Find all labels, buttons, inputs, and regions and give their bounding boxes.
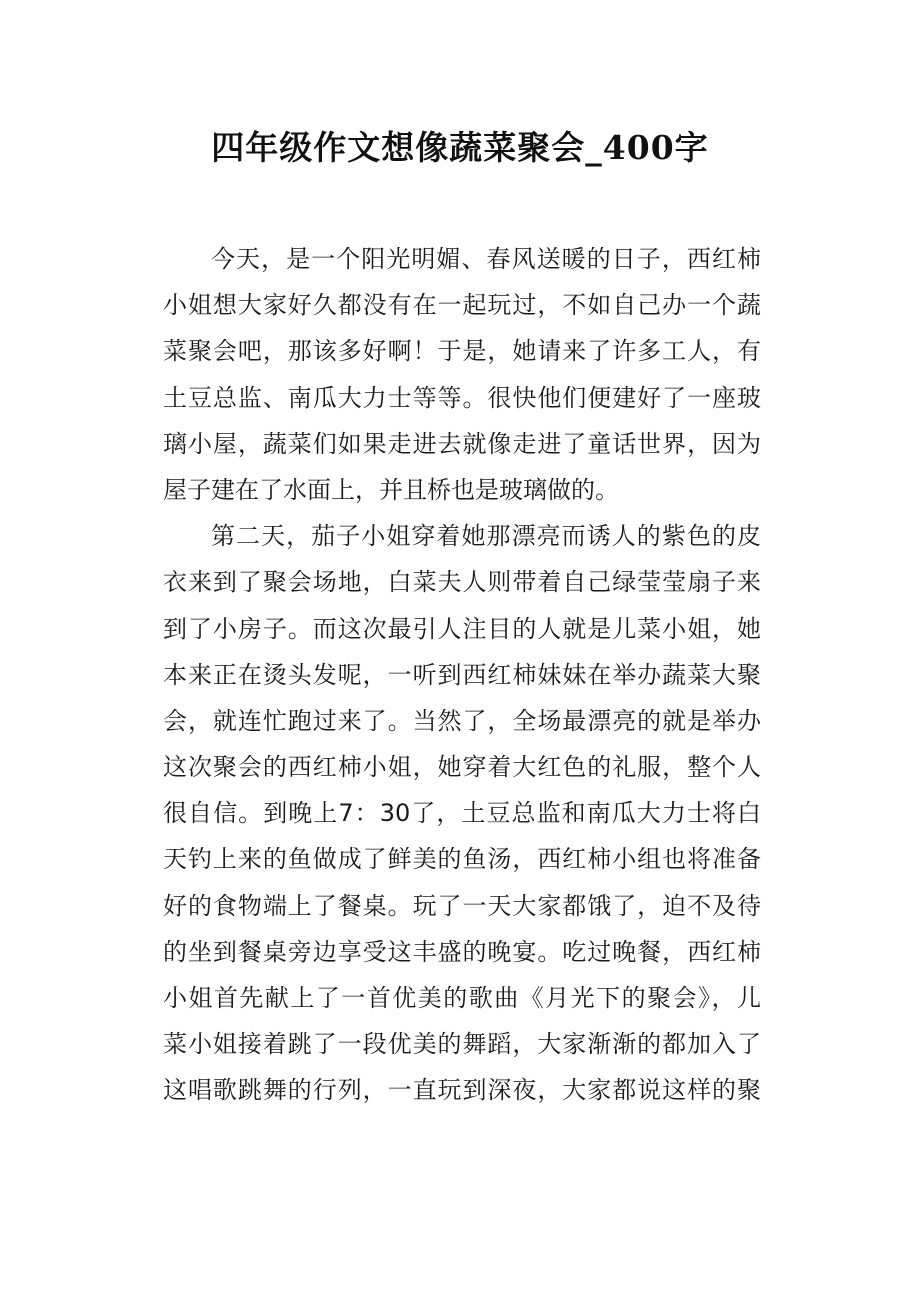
text-line: 的坐到餐桌旁边享受这丰盛的晚宴。吃过晚餐，西红柿 <box>163 937 761 966</box>
text-line: 土豆总监、南瓜大力士等等。很快他们便建好了一座玻 <box>163 383 761 412</box>
text-line: 菜聚会吧，那该多好啊！于是，她请来了许多工人，有 <box>163 337 761 366</box>
text-line: 璃小屋，蔬菜们如果走进去就像走进了童话世界，因为 <box>163 429 761 458</box>
text-line: 到了小房子。而这次最引人注目的人就是儿菜小姐，她 <box>163 614 761 643</box>
text-line: 好的食物端上了餐桌。玩了一天大家都饿了，迫不及待 <box>163 891 761 920</box>
paragraph-2 <box>163 513 761 1113</box>
text-line: 屋子建在了水面上，并且桥也是玻璃做的。 <box>163 475 619 504</box>
page-title: 四年级作文想像蔬菜聚会_400字 <box>211 128 709 167</box>
text-line: 第二天，茄子小姐穿着她那漂亮而诱人的紫色的皮 <box>211 522 761 551</box>
text-line: 天钓上来的鱼做成了鲜美的鱼汤，西红柿小组也将准备 <box>163 845 761 874</box>
text-line: 很自信。到晚上7：30了，土豆总监和南瓜大力士将白 <box>163 799 761 828</box>
text-line: 这唱歌跳舞的行列，一直玩到深夜，大家都说这样的聚 <box>163 1076 761 1105</box>
text-line: 这次聚会的西红柿小姐，她穿着大红色的礼服，整个人 <box>163 753 761 782</box>
text-line: 今天，是一个阳光明媚、春风送暖的日子，西红柿 <box>211 245 761 273</box>
text-line: 本来正在烫头发呢，一听到西红柿妹妹在举办蔬菜大聚 <box>163 660 761 689</box>
essay-body <box>163 236 761 1114</box>
text-line: 会，就连忙跑过来了。当然了，全场最漂亮的就是举办 <box>163 706 761 735</box>
paragraph-1 <box>163 236 761 513</box>
text-line: 小姐首先献上了一首优美的歌曲《月光下的聚会》，儿 <box>163 984 761 1012</box>
text-line: 衣来到了聚会场地，白菜夫人则带着自己绿莹莹扇子来 <box>163 568 761 597</box>
text-line: 菜小姐接着跳了一段优美的舞蹈，大家渐渐的都加入了 <box>163 1030 761 1059</box>
text-line: 小姐想大家好久都没有在一起玩过，不如自己办一个蔬 <box>163 291 761 320</box>
